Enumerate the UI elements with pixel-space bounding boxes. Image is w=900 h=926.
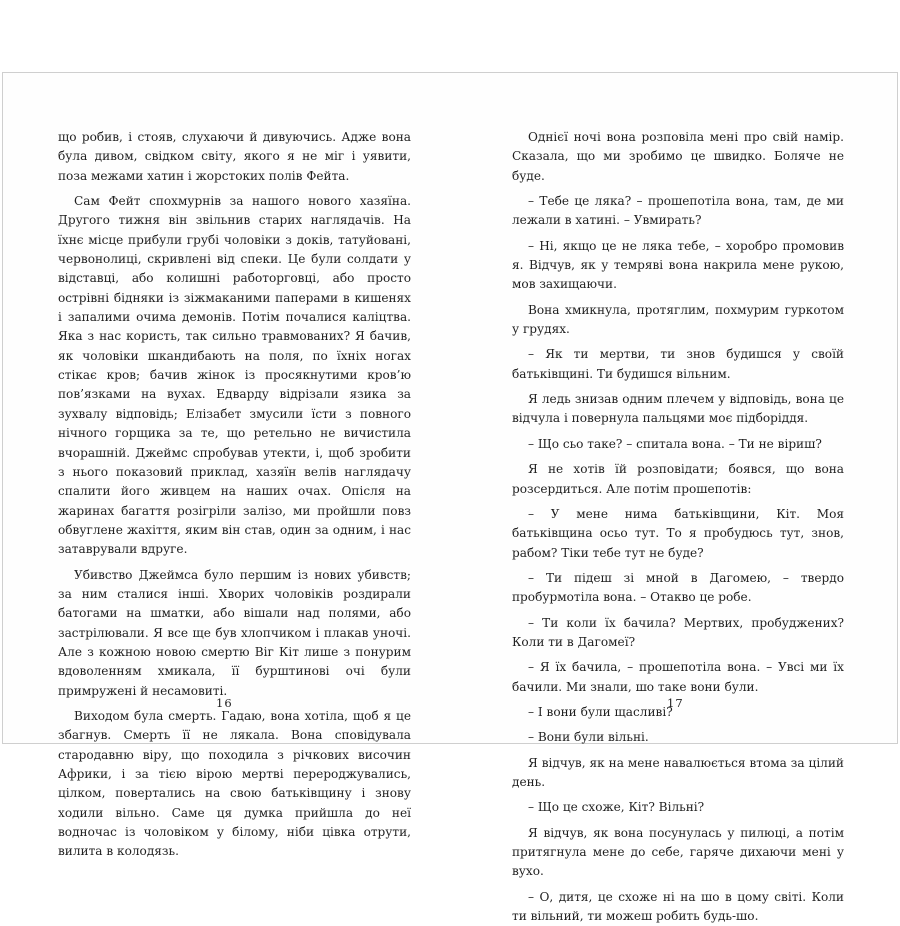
dialogue-line: – Ти коли їх бачила? Мертвих, пробуджених? Коли ти в Дагомеї? bbox=[512, 615, 844, 649]
dialogue-line: – О, дитя, це схоже ні на шо в цому світі. Коли ти вільний, ти можеш робить будь-шо. bbox=[512, 889, 844, 924]
paragraph: Однієї ночі вона розповіла мені про свій намір. Сказала, що ми зробимо це швидко. Боляче не буде. bbox=[512, 130, 844, 183]
left-page bbox=[58, 128, 411, 862]
paragraph: Я відчув, як на мене навалюється втома за цілий день. bbox=[512, 755, 844, 789]
dialogue-line: – Ти підеш зі мной в Дагомею, – твердо пробурмотіла вона. – Отакво це робе. bbox=[512, 570, 844, 605]
paragraph: Убивство Джеймса було першим із нових убивств; за ним сталися інші. Хворих чоловіків роздирали батогами на шматки, або вішали над полями, або застрілювали. Я все ще був хлопчиком і плакав уночі. Але з кожною новою смертю Віг Кіт лише з понурим вдоволенням хмикала, її бурштинові очі були примружені й несамовиті. bbox=[58, 567, 411, 698]
page-number-right: 17 bbox=[667, 696, 684, 710]
paragraph: Сам Фейт спохмурнів за нашого нового хазяїна. Другого тижня він звільнив старих наглядачів. На їхнє місце прибули грубі чоловіки з доків, татуйовані, червонолиці, скривлені від спеки. Це були солдати у відставці, або колишні работорговці, або просто острівні бідняки із зіжмаканими паперами в кишенях і запалими очима демонів. Потім почалися каліцтва. Яка з нас користь, так сильно травмованих? Я бачив, як чоловіки шкандибають на поля, по їхніх ногах стікає кров; бачив жінок із просякнутими кров’ю пов’язками на вухах. Едварду відрізали язика за зухвалу відповідь; Елізабет змусили їсти з повного нічного горщика за те, що ретельно не вичистила вчорашній. Джеймс спробував утекти, і, щоб зробити з нього показовий приклад, хазяїн велів наглядачу спалити його живцем на наших очах. Опісля на жаринах багаття розігріли залізо, ми пройшли повз обвуглене жахіття, яким він став, один за одним, і нас затаврували вдруге. bbox=[58, 194, 411, 557]
dialogue-line: – Що це схоже, Кіт? Вільні? bbox=[528, 800, 705, 815]
dialogue-line: – Вони були вільні. bbox=[528, 730, 649, 745]
paragraph: Вона хмикнула, протяглим, похмурим гуркотом у грудях. bbox=[512, 302, 844, 337]
paragraph: Я відчув, як вона посунулась у пилюці, а потім притягнула мене до себе, гаряче дихаючи мені у вухо. bbox=[512, 825, 844, 879]
page-number-left: 16 bbox=[216, 696, 233, 710]
dialogue-line: – Ні, якщо це не ляка тебе, – хоробро промовив я. Відчув, як у темряві вона накрила мене рукою, мов захищаючи. bbox=[512, 238, 844, 292]
paragraph: Виходом була смерть. Гадаю, вона хотіла, щоб я це збагнув. Смерть її не лякала. Вона сповідувала стародавню віру, що походила з річкових височин Африки, і за тією вірою мертві перероджувались, цілком, повертались на свою батьківщину і знову ходили вільно. Саме ця думка прийшла до неї водночас із чоловіком у білому, ніби цівка отрути, вилита в колодязь. bbox=[58, 708, 411, 859]
right-page bbox=[512, 128, 844, 926]
paragraph: Я не хотів їй розповідати; боявся, що вона розсердиться. Але потім прошепотів: bbox=[512, 462, 844, 496]
dialogue-line: – Я їх бачила, – прошепотіла вона. – Увсі ми їх бачили. Ми знали, шо таке вони були. bbox=[512, 660, 844, 694]
dialogue-line: – І вони були щасливі? bbox=[528, 704, 673, 719]
dialogue-line: – Як ти мертви, ти знов будишся у своїй батьківщині. Ти будишся вільним. bbox=[512, 347, 844, 381]
paragraph: Я ледь знизав одним плечем у відповідь, вона це відчула і повернула пальцями моє підборіддя. bbox=[512, 392, 844, 426]
paragraph: що робив, і стояв, слухаючи й дивуючись. Адже вона була дивом, свідком світу, якого я не міг і уявити, поза межами хатин і жорстоких полів Фейта. bbox=[58, 130, 411, 183]
dialogue-line: – У мене нима батьківщини, Кіт. Моя батьківщина осьо тут. То я пробудюсь тут, знов, рабом? Тіки тебе тут не буде? bbox=[512, 506, 844, 560]
dialogue-line: – Тебе це ляка? – прошепотіла вона, там, де ми лежали в хатині. – Увмирать? bbox=[512, 194, 844, 228]
dialogue-line: – Що сьо таке? – спитала вона. – Ти не віриш? bbox=[528, 436, 822, 451]
